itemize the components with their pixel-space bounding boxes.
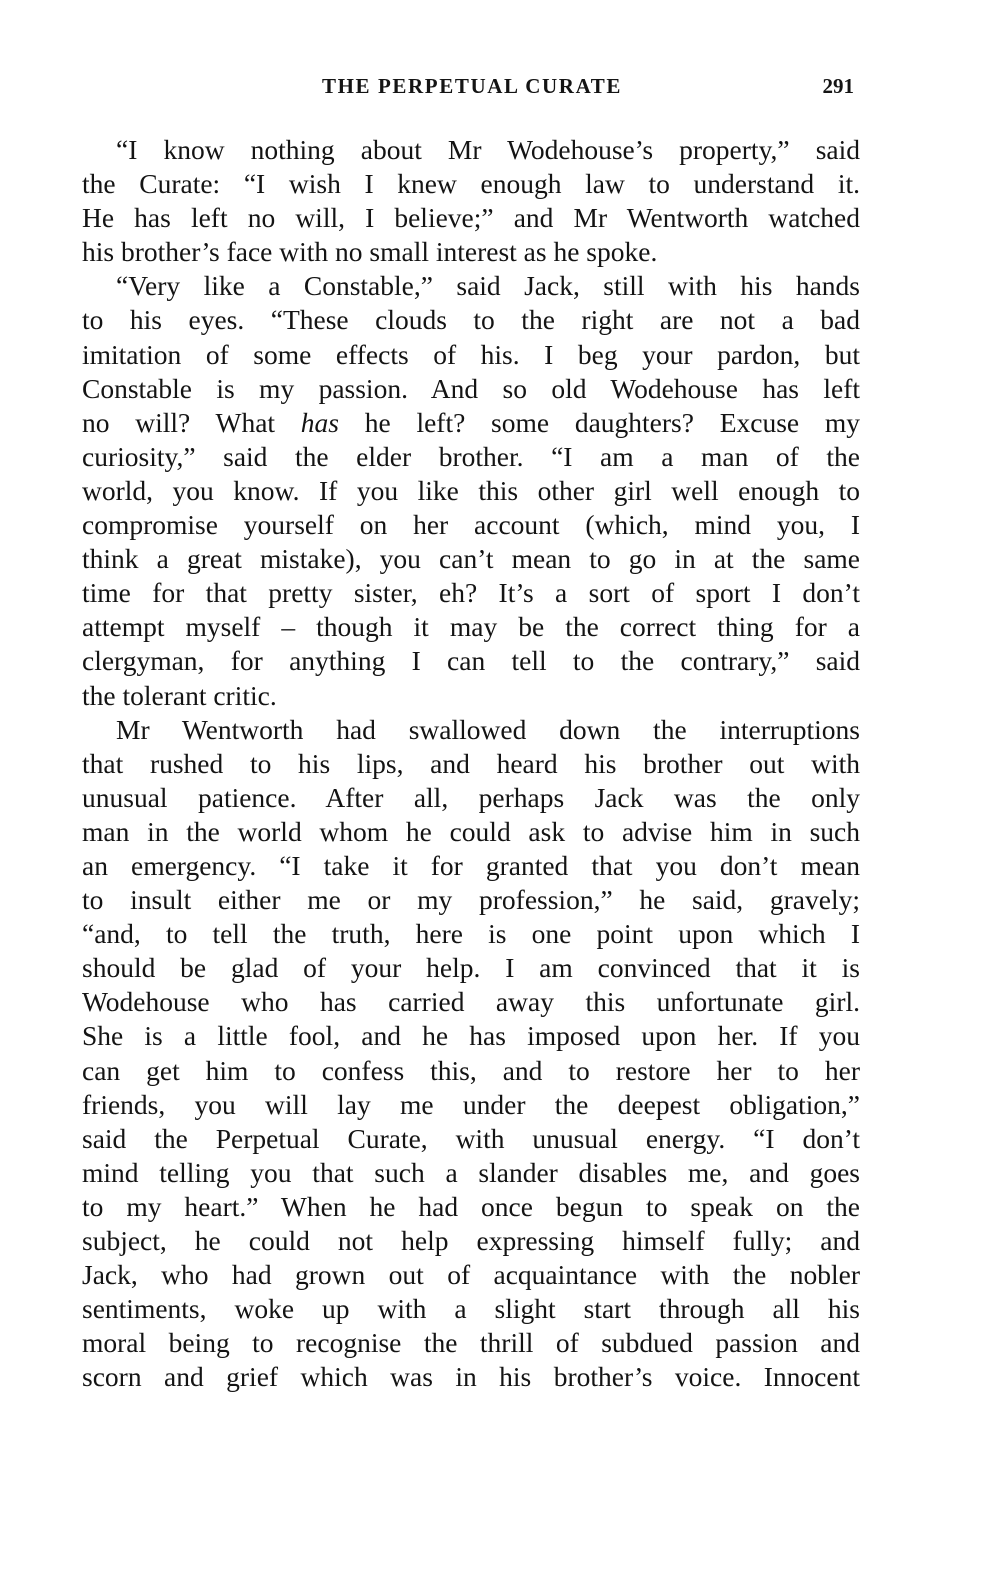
text-line: curiosity,” said the elder brother. “I am a man of the — [82, 440, 860, 472]
text-line: He has left no will, I believe;” and Mr Wentworth watched — [82, 202, 860, 234]
text-line: “Very like a Constable,” said Jack, still with his hands — [116, 270, 860, 302]
text-line: no will? What has he left? some daughters? Excuse my — [82, 406, 861, 438]
text-line: should be glad of your help. I am convinced that it is — [82, 952, 860, 984]
text-line: Wodehouse who has carried away this unfortunate girl. — [82, 986, 860, 1018]
text-line: unusual patience. After all, perhaps Jack was the only — [82, 781, 860, 813]
text-line: the Curate: “I wish I knew enough law to understand it. — [82, 168, 860, 200]
text-line: scorn and grief which was in his brother’s voice. Innocent — [82, 1361, 860, 1393]
text-line: his brother’s face with no small interest as he spoke. — [82, 236, 658, 268]
text-line: think a great mistake), you can’t mean to go in at the same — [82, 543, 860, 575]
text-line: She is a little fool, and he has imposed upon her. If you — [82, 1020, 860, 1052]
page-number: 291 — [822, 74, 854, 98]
paragraph-2 — [82, 269, 860, 712]
text-line: clergyman, for anything I can tell to the contrary,” said — [82, 645, 860, 677]
text-line: sentiments, woke up with a slight start through all his — [82, 1293, 860, 1325]
text-line: to his eyes. “These clouds to the right are not a bad — [82, 304, 860, 336]
paragraph-3 — [82, 713, 860, 1395]
paragraph-1 — [82, 133, 860, 269]
text-line: subject, he could not help expressing himself fully; and — [82, 1225, 860, 1256]
text-line: an emergency. “I take it for granted that you don’t mean — [82, 849, 860, 881]
text-line: Mr Wentworth had swallowed down the interruptions — [116, 713, 860, 745]
text-line: “and, to tell the truth, here is one point upon which I — [82, 918, 860, 950]
text-line: to my heart.” When he had once begun to speak on the — [82, 1190, 860, 1222]
text-line: that rushed to his lips, and heard his brother out with — [82, 747, 860, 779]
text-line: friends, you will lay me under the deepest obligation,” — [82, 1088, 860, 1120]
text-line: imitation of some effects of his. I beg your pardon, but — [82, 338, 860, 370]
text-line: time for that pretty sister, eh? It’s a sort of sport I don’t — [82, 577, 860, 609]
text-line: man in the world whom he could ask to advise him in such — [82, 815, 860, 847]
text-line: Constable is my passion. And so old Wodehouse has left — [82, 372, 860, 404]
text-line: the tolerant critic. — [82, 679, 277, 711]
text-line: to insult either me or my profession,” he said, gravely; — [82, 884, 860, 916]
text-line: world, you know. If you like this other girl well enough to — [82, 474, 860, 506]
emphasis: has — [300, 406, 339, 438]
text-line: attempt myself – though it may be the correct thing for a — [82, 611, 860, 643]
text-line: said the Perpetual Curate, with unusual energy. “I don’t — [82, 1122, 860, 1154]
text-line: can get him to confess this, and to restore her to her — [82, 1054, 860, 1086]
running-head — [82, 74, 862, 106]
text-line: compromise yourself on her account (which, mind you, I — [82, 509, 860, 541]
running-title: THE PERPETUAL CURATE — [322, 74, 622, 98]
text-line: “I know nothing about Mr Wodehouse’s property,” said — [116, 134, 860, 165]
text-line: Jack, who had grown out of acquaintance with the nobler — [82, 1259, 860, 1291]
text-line: mind telling you that such a slander disables me, and goes — [82, 1156, 860, 1188]
text-line: moral being to recognise the thrill of subdued passion and — [82, 1327, 860, 1359]
body-text — [82, 133, 860, 1394]
